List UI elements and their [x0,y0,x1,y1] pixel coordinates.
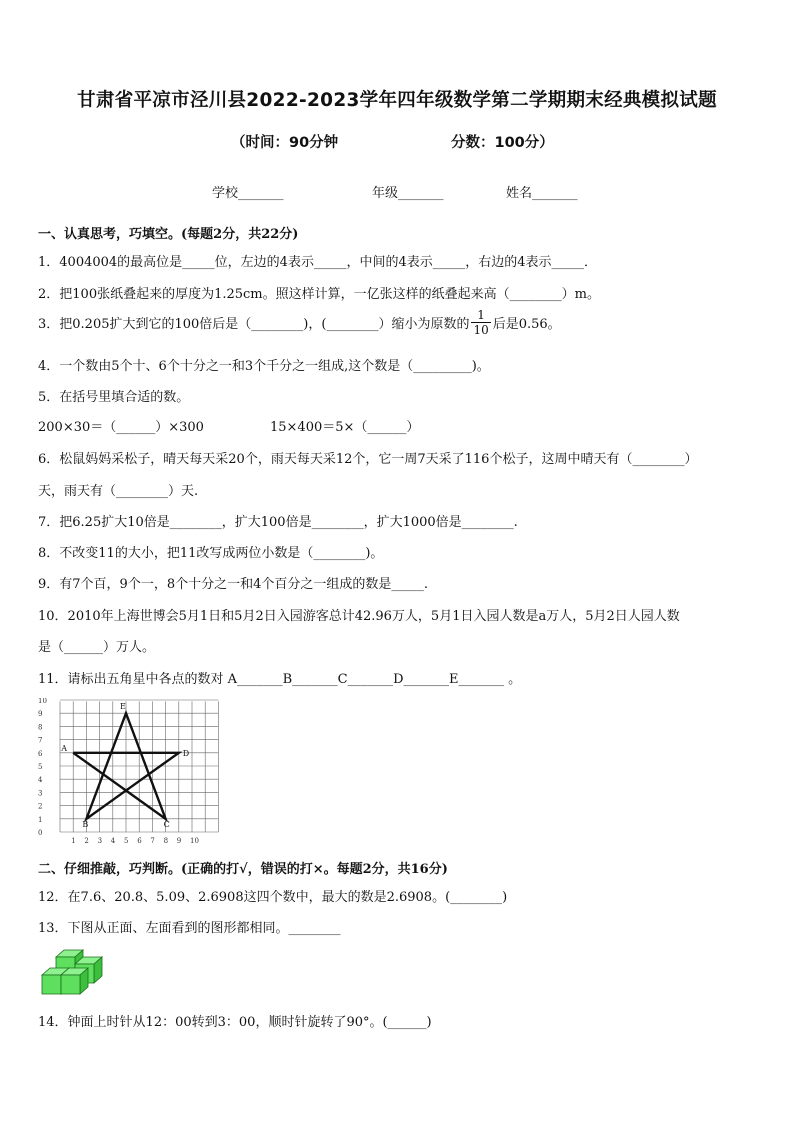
y-tick-label: 6 [38,749,43,758]
question-1: 1．4004004的最高位是_____位，左边的4表示_____，中间的4表示_____，右边的4表示_____． [38,255,597,270]
y-tick-label: 3 [38,789,43,798]
fraction-denominator: 10 [473,323,489,337]
question-3-part-a: 3．把0.205扩大到它的100倍后是（________)，(________）缩小为原数的 [38,317,470,332]
question-5-item-a: 200×30＝（______）×300 [38,420,204,435]
y-tick-label: 9 [38,710,43,719]
x-tick-label: 7 [150,837,155,845]
x-tick-label: 2 [84,837,89,845]
star-grid-figure [36,698,236,856]
question-9: 9．有7个百，9个一，8个十分之一和4个百分之一组成的数是_____. [38,577,428,592]
question-10-line-1: 10．2010年上海世博会5月1日和5月2日入园游客总计42.96万人，5月1日入园人数是a万人，5月2日人园人数 [38,609,680,624]
section-2-heading: 二、仔细推敲，巧判断。(正确的打√，错误的打×。每题2分，共16分) [38,862,448,877]
y-tick-label: 1 [38,815,43,824]
question-7: 7．把6.25扩大10倍是________，扩大100倍是________，扩大1000倍是________. [38,515,518,530]
cube-stack-figure [40,943,106,997]
question-5-item-b: 15×400＝5×（______） [270,420,420,435]
question-10-line-2: 是（______）万人。 [38,640,156,655]
y-tick-label: 10 [38,698,47,705]
question-5: 5．在括号里填合适的数。 [38,390,190,405]
x-tick-label: 8 [163,837,169,845]
y-tick-label: 2 [38,802,43,811]
y-tick-label: 7 [38,736,43,745]
point-label-b: B [82,819,89,829]
x-tick-label: 5 [124,837,129,845]
y-tick-label: 0 [38,829,43,837]
school-field: 学校_______ [212,186,284,201]
x-tick-label: 4 [110,837,116,845]
question-12: 12．在7.6、20.8、5.09、2.6908这四个数中，最大的数是2.6908。(________) [38,890,508,905]
question-11: 11．请标出五角星中各点的数对 A_______B_______C_______D_______E_______ 。 [38,672,522,687]
question-3 [38,308,561,337]
y-tick-label: 5 [38,763,43,771]
point-label-a: A [61,743,67,753]
page-title: 甘肃省平凉市泾川县2022-2023学年四年级数学第二学期期末经典模拟试题 [77,90,717,111]
exam-score: 分数：100分） [451,135,554,151]
fraction [471,308,490,337]
cube-front-face [61,975,80,994]
fraction-numerator: 1 [471,308,490,323]
x-tick-label: 1 [71,837,76,845]
cube [61,968,88,994]
cube-front-face [42,975,61,994]
name-field: 姓名_______ [506,186,578,201]
x-tick-label: 3 [97,837,103,845]
exam-time: （时间：90分钟 [231,135,339,151]
question-6-line-1: 6．松鼠妈妈采松子，晴天每天采20个，雨天每天采12个，它一周7天采了116个松子，这周中晴天有（________） [38,452,698,467]
x-tick-label: 6 [137,837,142,845]
y-tick-label: 8 [38,723,43,732]
question-2: 2．把100张纸叠起来的厚度为1.25cm。照这样计算，一亿张这样的纸叠起来高（________）m。 [38,287,600,302]
question-8: 8．不改变11的大小，把11改写成两位小数是（________)。 [38,546,384,561]
question-3-part-b: 后是0.56。 [492,317,561,332]
question-6-line-2: 天，雨天有（________）天. [38,484,199,499]
x-tick-label: 10 [190,837,199,845]
point-label-c: C [163,819,170,829]
y-tick-label: 4 [38,776,43,785]
section-1-heading: 一、认真思考，巧填空。(每题2分，共22分) [38,227,299,242]
point-label-e: E [120,702,126,712]
x-tick-label: 9 [176,837,182,845]
question-4: 4．一个数由5个十、6个十分之一和3个千分之一组成,这个数是（_________)。 [38,359,490,374]
point-label-d: D [182,748,190,758]
question-14: 14．钟面上时针从12：00转到3：00，顺时针旋转了90°。(______) [38,1015,432,1030]
grade-field: 年级_______ [372,186,444,201]
question-13: 13．下图从正面、左面看到的图形都相同。________ [38,921,341,936]
